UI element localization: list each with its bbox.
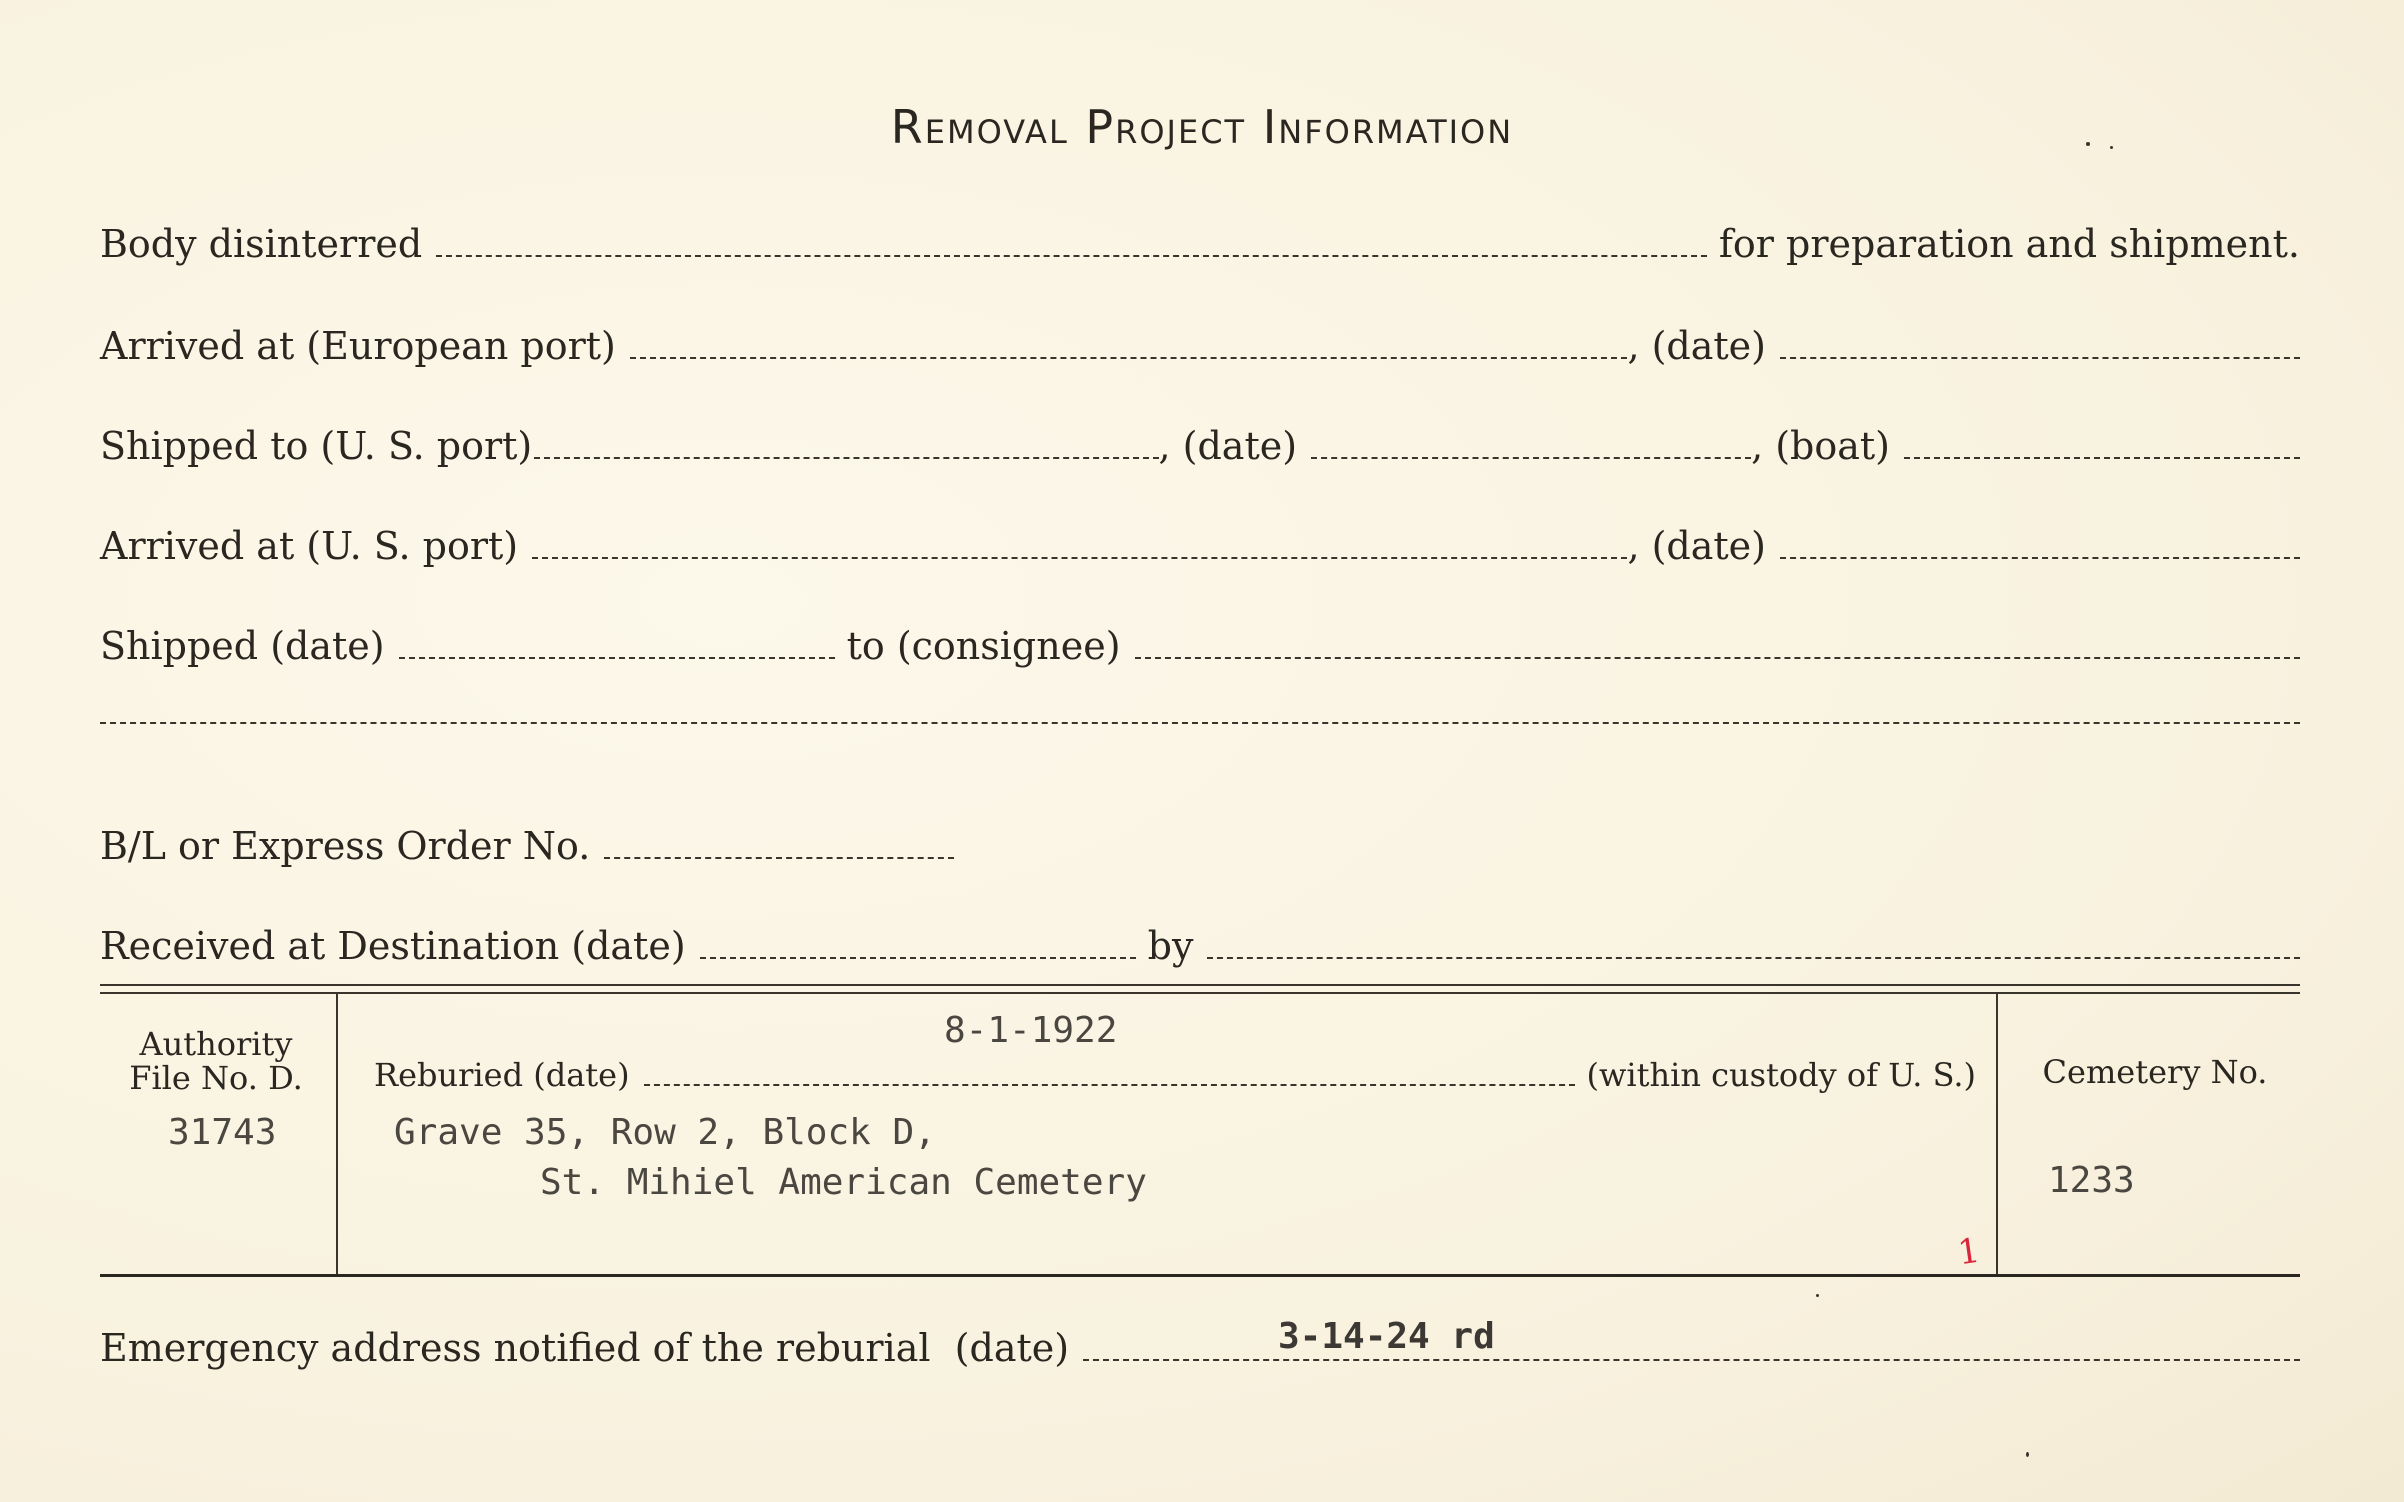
row-shipped-us: [100, 424, 2300, 468]
us-port-field: [534, 457, 1158, 459]
column-divider-right: [1996, 994, 1998, 1274]
date-label: , (date): [1158, 424, 1298, 468]
shipped-to-label: Shipped to (U. S. port): [100, 424, 533, 468]
ship-date-field: [1311, 457, 1751, 459]
authority-label: [104, 1025, 328, 1097]
consignee-continuation-field: [100, 722, 2300, 724]
body-disinterred-label: Body disinterred: [100, 222, 423, 266]
row-shipped-consignee: [100, 624, 2300, 668]
european-date-field: [1780, 357, 2300, 359]
row-emergency: [100, 1326, 2300, 1370]
row-consignee-continued: [100, 722, 2300, 732]
file-no-value: 31743: [168, 1112, 277, 1153]
boat-field: [1904, 457, 2300, 459]
date-label: , (date): [1627, 524, 1766, 568]
date-label: , (date): [1627, 324, 1766, 368]
received-by-field: [1207, 957, 2300, 959]
bl-order-label: B/L or Express Order No.: [100, 824, 591, 868]
row-body-disinterred: [100, 222, 2300, 266]
shipped-date-label: Shipped (date): [100, 624, 385, 668]
section-divider: [100, 984, 2300, 994]
consignee-field: [1135, 657, 2300, 659]
ink-speck: [2110, 146, 2113, 149]
bottom-divider: [100, 1274, 2300, 1277]
consignee-label: to (consignee): [846, 624, 1121, 668]
us-arrival-date-field: [1780, 557, 2300, 559]
body-disinterred-field: [436, 255, 1707, 257]
ink-speck: [2086, 142, 2090, 146]
row-arrived-european: [100, 324, 2300, 368]
row-arrived-us: [100, 524, 2300, 568]
received-date-field: [700, 957, 1136, 959]
cemetery-no-label: Cemetery No.: [2042, 1053, 2268, 1091]
location-line-1: Grave 35, Row 2, Block D,: [394, 1112, 936, 1153]
us-arrival-port-field: [532, 557, 1627, 559]
preparation-label: for preparation and shipment.: [1718, 222, 2300, 266]
reburied-date-field: [644, 1084, 1575, 1086]
row-reburied: [374, 1056, 1976, 1094]
reburied-label: Reburied (date): [374, 1056, 630, 1094]
reburied-date-value: 8-1-1922: [944, 1010, 1118, 1051]
file-no-label: File No. D.: [129, 1058, 303, 1097]
arrived-us-label: Arrived at (U. S. port): [100, 524, 519, 568]
shipped-date-field: [399, 657, 835, 659]
location-line-2: St. Mihiel American Cemetery: [540, 1162, 1147, 1203]
received-label: Received at Destination (date): [100, 924, 686, 968]
custody-label: (within custody of U. S.): [1586, 1056, 1976, 1094]
red-check-mark: 1: [1955, 1230, 1983, 1274]
emergency-date-field: [1083, 1359, 2300, 1361]
row-received: [100, 924, 2300, 968]
by-label: by: [1147, 924, 1194, 968]
authority-text: Authority: [139, 1025, 293, 1063]
column-divider-left: [336, 994, 338, 1274]
ink-speck: [2026, 1452, 2029, 1457]
card-title: Removal Project Information: [890, 100, 1514, 154]
bl-order-field: [604, 857, 954, 859]
emergency-date-value: 3-14-24 rd: [1278, 1316, 1495, 1357]
ink-speck: [1816, 1294, 1819, 1297]
arrived-european-label: Arrived at (European port): [100, 324, 616, 368]
cemetery-no-value: 1233: [2048, 1160, 2135, 1201]
emergency-label: Emergency address notified of the reburial (date): [100, 1326, 1070, 1370]
row-bl-order: [100, 824, 2300, 868]
european-port-field: [630, 357, 1628, 359]
boat-label: , (boat): [1751, 424, 1890, 468]
